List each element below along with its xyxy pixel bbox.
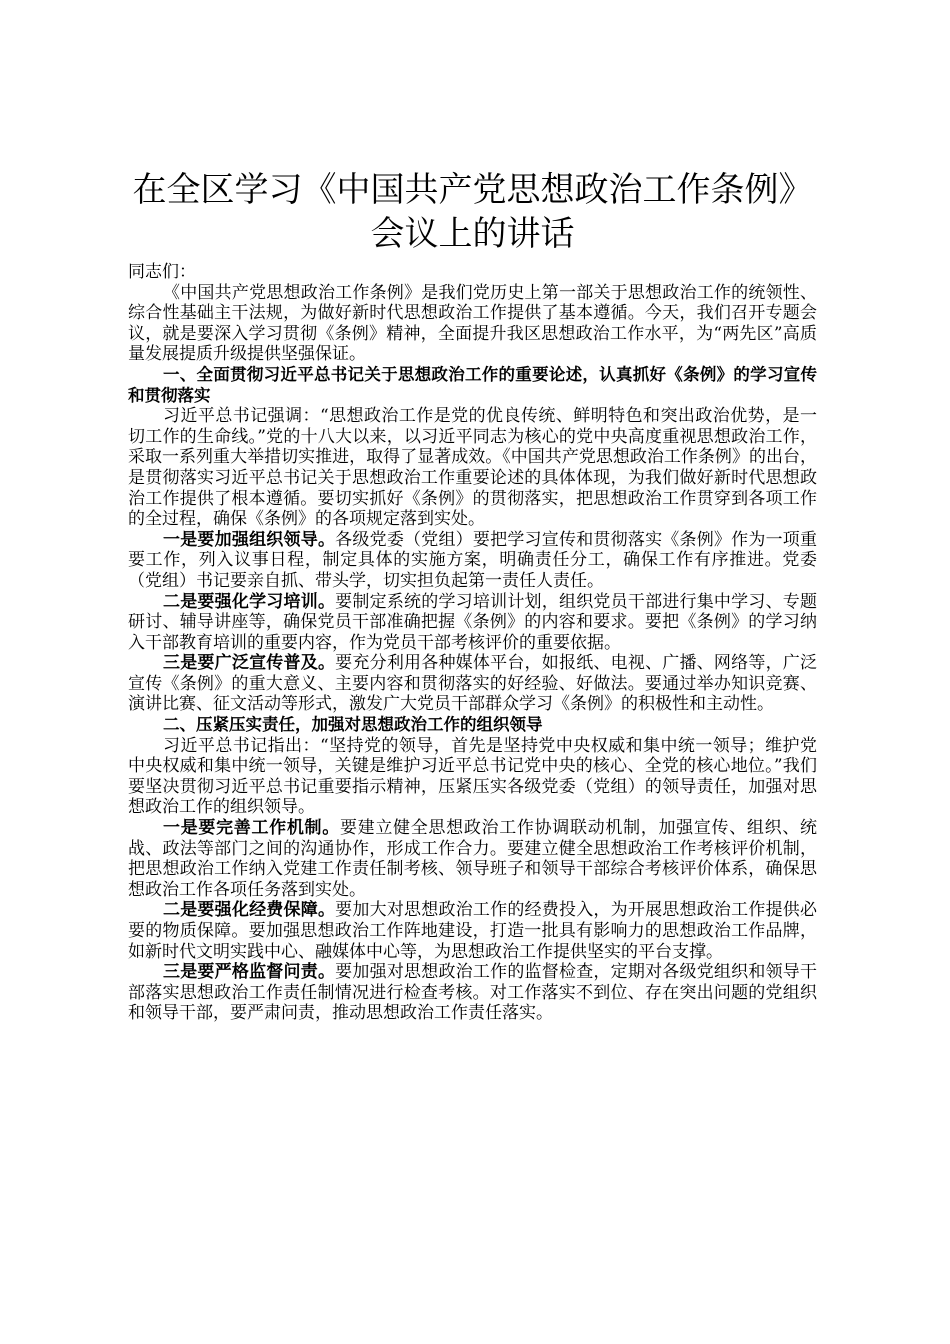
point-lead: 一是要加强组织领导。	[163, 529, 336, 550]
intro-paragraph: 《中国共产党思想政治工作条例》是我们党历史上第一部关于思想政治工作的统领性、综合性基础主干法规，为做好新时代思想政治工作提供了基本遵循。今天，我们召开专题会议，就是要深入学习贯彻《条例》精神，全面提升我区思想政治工作水平，为“两先区”高质量发展提质升级提供坚强保证。	[128, 282, 817, 365]
section-2-heading: 二、压紧压实责任，加强对思想政治工作的组织领导	[163, 715, 543, 735]
point-lead: 一是要完善工作机制。	[163, 818, 340, 839]
point-lead: 三是要广泛宣传普及。	[163, 653, 336, 674]
salutation: 同志们：	[128, 262, 196, 282]
point-text: 要制定系统的学习培训计划，组织党员干部进行集中学习、专题研讨、辅导讲座等，确保党员干部准确把握《条例》的内容和要求。要把《条例》的学习纳入干部教育培训的重要内容，作为党员干部考核评价的重要依据。	[128, 591, 818, 653]
section-2-body: 习近平总书记指出：“坚持党的领导，首先是坚持党中央权威和集中统一领导；维护党中央权威和集中统一领导，关键是维护习近平总书记党中央的核心、全党的核心地位。”我们要坚决贯彻习近平总书记重要指示精神，压紧压实各级党委（党组）的领导责任，加强对思想政治工作的组织领导。	[128, 735, 817, 818]
point-text: 要充分利用各种媒体平台，如报纸、电视、广播、网络等，广泛宣传《条例》的重大意义、主要内容和贯彻落实的好经验、好做法。要通过举办知识竞赛、演讲比赛、征文活动等形式，激发广大党员干部群众学习《条例》的积极性和主动性。	[128, 653, 818, 715]
section-1-heading: 一、全面贯彻习近平总书记关于思想政治工作的重要论述，认真抓好《条例》的学习宣传和贯彻落实	[128, 364, 817, 405]
point-text: 要加大对思想政治工作的经费投入，为开展思想政治工作提供必要的物质保障。要加强思想政治工作阵地建设，打造一批具有影响力的思想政治工作品牌，如新时代文明实践中心、融媒体中心等，为思想政治工作提供坚实的平台支撑。	[128, 900, 818, 962]
document-page	[128, 168, 817, 1024]
section-1-point-2	[128, 592, 817, 654]
point-text: 各级党委（党组）要把学习宣传和贯彻落实《条例》作为一项重要工作，列入议事日程，制定具体的实施方案，明确责任分工，确保工作有序推进。党委（党组）书记要亲自抓、带头学，切实担负起第一责任人责任。	[128, 529, 818, 591]
section-2-point-3	[128, 962, 817, 1024]
point-text: 要加强对思想政治工作的监督检查，定期对各级党组织和领导干部落实思想政治工作责任制情况进行检查考核。对工作落实不到位、存在突出问题的党组织和领导干部，要严肃问责，推动思想政治工作责任落实。	[128, 962, 818, 1024]
section-2-point-2	[128, 900, 817, 962]
section-1-point-1	[128, 530, 817, 592]
point-lead: 三是要严格监督问责。	[163, 962, 336, 983]
title-line-1: 在全区学习《中国共产党思想政治工作条例》	[132, 170, 813, 210]
section-1-body: 习近平总书记强调：“思想政治工作是党的优良传统、鲜明特色和突出政治优势，是一切工作的生命线。”党的十八大以来，以习近平同志为核心的党中央高度重视思想政治工作，采取一系列重大举措切实推进，取得了显著成效。《中国共产党思想政治工作条例》的出台，是贯彻落实习近平总书记关于思想政治工作重要论述的具体体现，为我们做好新时代思想政治工作提供了根本遵循。要切实抓好《条例》的贯彻落实，把思想政治工作贯穿到各项工作的全过程，确保《条例》的各项规定落到实处。	[128, 406, 817, 530]
document-title	[128, 168, 817, 256]
section-2-point-1	[128, 818, 817, 900]
point-text: 要建立健全思想政治工作协调联动机制，加强宣传、组织、统战、政法等部门之间的沟通协作，形成工作合力。要建立健全思想政治工作考核评价机制，把思想政治工作纳入党建工作责任制考核、领导班子和领导干部综合考核评价体系，确保思想政治工作各项任务落到实处。	[128, 818, 818, 900]
point-lead: 二是要强化学习培训。	[163, 591, 336, 612]
point-lead: 二是要强化经费保障。	[163, 900, 336, 921]
title-line-2: 会议上的讲话	[370, 214, 575, 254]
section-1-point-3	[128, 653, 817, 715]
